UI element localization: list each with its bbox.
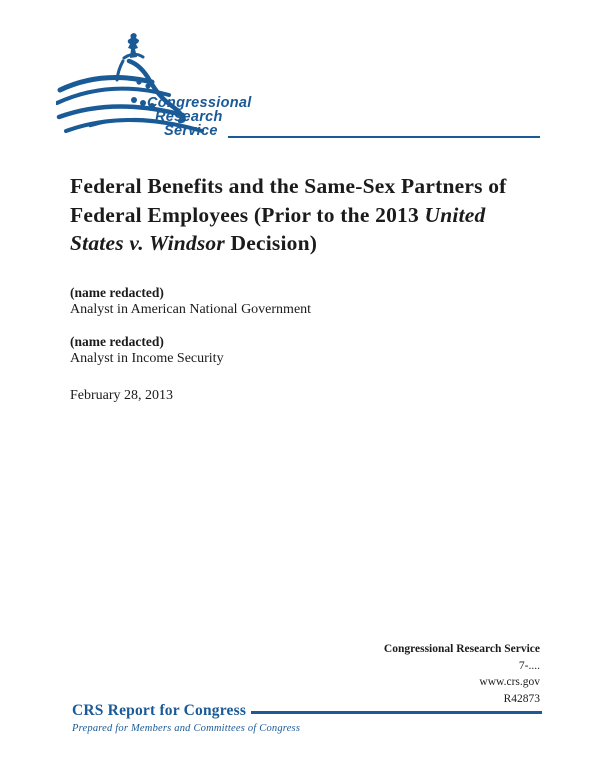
title-line-1 [70, 172, 550, 201]
footer-tagline: Prepared for Members and Committees of Congress [72, 723, 301, 734]
footer-banner-row [72, 702, 542, 720]
title-line-3 [70, 229, 550, 258]
title-line-2 [70, 201, 550, 230]
title-line-1-text: Federal Benefits and the Same-Sex Partners of [70, 174, 507, 198]
author-entry [70, 284, 470, 318]
report-title [70, 172, 550, 258]
title-line-3-italic: States v. Windsor [70, 231, 225, 255]
footer-info-block [384, 641, 540, 707]
footer-banner [72, 702, 542, 734]
header-divider-line [228, 136, 540, 138]
author-role: Analyst in American National Government [70, 302, 312, 317]
footer-phone: 7-.... [518, 659, 540, 672]
author-name: (name redacted) [70, 285, 164, 300]
logo-word-congressional: Congressional [147, 95, 252, 111]
title-line-3-roman: Decision) [224, 231, 318, 255]
author-block [70, 284, 470, 404]
logo-word-research: Research [155, 109, 223, 125]
report-date: February 28, 2013 [70, 388, 174, 403]
title-line-2-italic: United [424, 202, 486, 227]
footer-report-number: R42873 [503, 692, 540, 705]
footer-divider-line [251, 711, 542, 714]
author-entry [70, 333, 470, 367]
footer-org-name: Congressional Research Service [383, 643, 540, 655]
author-name: (name redacted) [70, 334, 164, 349]
footer-website: www.crs.gov [479, 676, 540, 688]
logo-word-service: Service [164, 123, 218, 139]
logo-wordmark [147, 96, 252, 138]
crs-report-banner: CRS Report for Congress [72, 702, 247, 719]
author-role: Analyst in Income Security [70, 351, 224, 366]
title-line-2-roman: Federal Employees (Prior to the 2013 [70, 202, 425, 227]
